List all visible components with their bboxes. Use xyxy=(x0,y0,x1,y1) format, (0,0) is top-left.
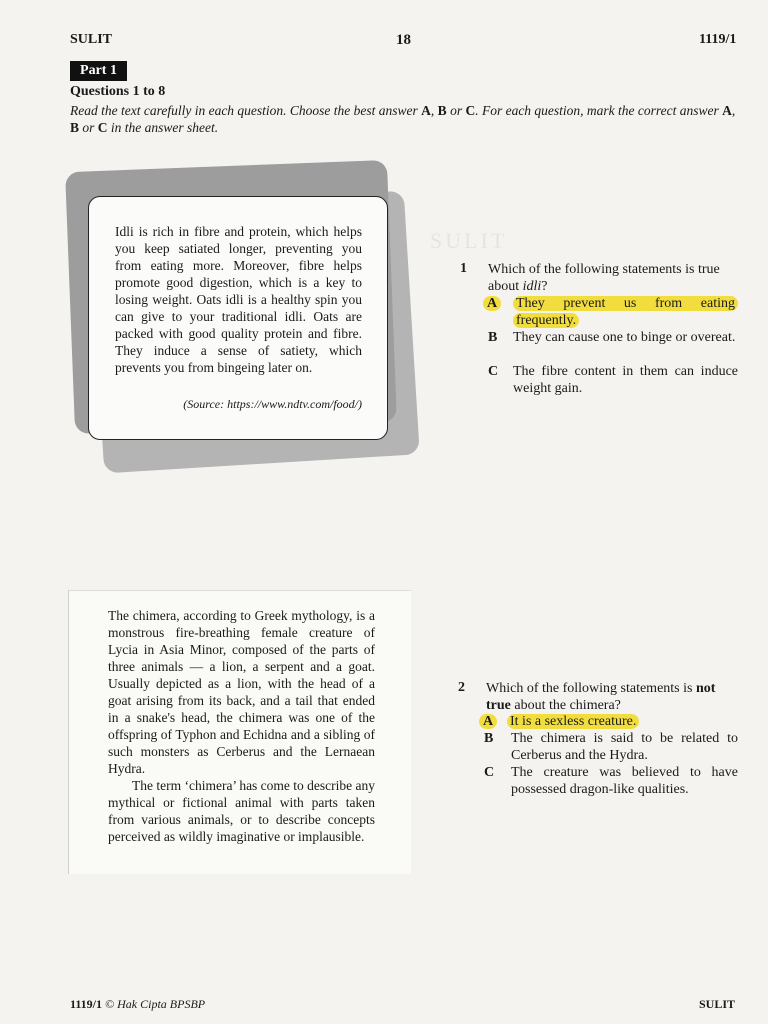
stem-emphasis: not true xyxy=(486,681,716,713)
option-a-letter[interactable]: A xyxy=(483,295,501,312)
option-a[interactable]: It is a sexless creature. xyxy=(507,713,738,730)
stem-text: Which of the following statements is true about xyxy=(488,262,720,294)
option-c-letter[interactable]: C xyxy=(488,364,499,379)
footer-code xyxy=(70,997,205,1012)
passage-paragraph: The term ‘chimera’ has come to describe any mythical or fictional animal with parts taken from various animals, or to describe concepts perceived as wildly imaginative or implausible. xyxy=(108,778,376,844)
footer-copyright: © Hak Cipta BPSBP xyxy=(105,997,206,1011)
stem-text: Which of the following statements is xyxy=(486,681,696,696)
passage-chimera xyxy=(108,607,375,845)
question-stem xyxy=(488,261,738,295)
passage-idli: Idli is rich in fibre and protein, which helps you keep satiated longer, preventing you from eating more. Moreover, fibre helps promote good digestion, which is a key to losing weight. Oats idli is a healthy spin you can give to your traditional idli. Oats are packed with good quality protein and fibre. They induce a sense of satiety, which prevents you from bingeing later on. xyxy=(115,224,362,375)
option-a[interactable]: They prevent us from eating frequently. xyxy=(513,295,738,329)
option-c[interactable]: The creature was believed to have possessed dragon-like qualities. xyxy=(511,765,738,797)
stem-end: about the chimera? xyxy=(510,698,621,713)
option-b-letter[interactable]: B xyxy=(484,731,494,746)
option-c[interactable]: The fibre content in them can induce weight gain. xyxy=(513,364,738,396)
option-b[interactable]: They can cause one to binge or overeat. xyxy=(513,330,736,345)
passage-source: (Source: https://www.ndtv.com/food/) xyxy=(183,397,362,411)
stem-term: idli xyxy=(522,279,542,294)
footer-classification: SULIT xyxy=(699,997,736,1011)
option-b-letter[interactable]: B xyxy=(488,330,498,345)
passage-paragraph: The chimera, according to Greek mythology, is a monstrous fire-breathing female creature of Lycia in Asia Minor, composed of the parts of three animals — a lion, a serpent and a goat. Usually depicted as a lion, with the head of a goat arising from its back, and a tail that ended in a snake's head, the chimera was one of the offspring of Typhon and Echidna and a sibling of such monsters as Cerberus and the Lernaean Hydra. xyxy=(108,608,375,776)
question-number: 1 xyxy=(460,261,467,276)
option-a-letter[interactable]: A xyxy=(479,713,497,730)
question-number: 2 xyxy=(458,680,465,695)
page-number: 18 xyxy=(396,32,411,48)
header-classification: SULIT xyxy=(70,32,113,47)
stem-end: ? xyxy=(541,279,548,294)
option-c-letter[interactable]: C xyxy=(484,765,495,780)
question-stem xyxy=(486,680,738,714)
part-label: Part 1 xyxy=(70,61,127,81)
section-title: Questions 1 to 8 xyxy=(70,84,166,99)
bleed-through: SULIT xyxy=(430,228,508,253)
footer-paper-code: 1119/1 xyxy=(70,997,103,1011)
instructions: Read the text carefully in each question. Choose the best answer A, B or C. For each question, mark the correct answer A, B or C in the answer sheet. xyxy=(70,103,736,135)
paper-code: 1119/1 xyxy=(699,32,737,47)
option-b[interactable]: The chimera is said to be related to Cerberus and the Hydra. xyxy=(511,731,738,763)
